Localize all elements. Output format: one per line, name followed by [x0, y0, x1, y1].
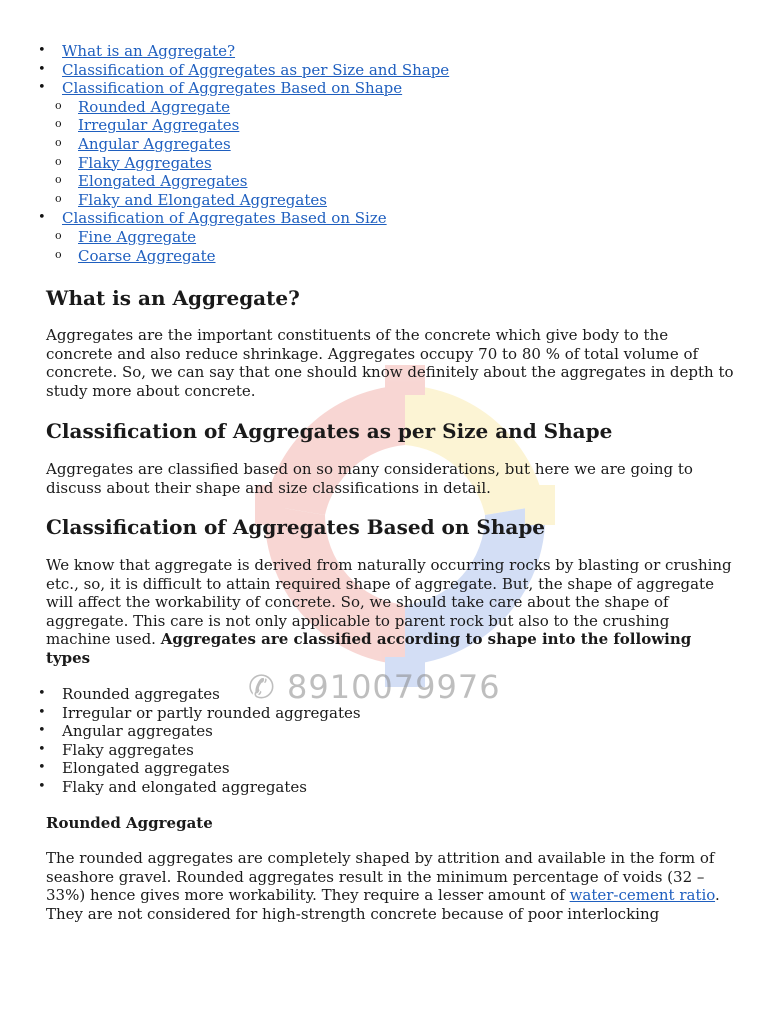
toc-link[interactable]: Flaky and Elongated Aggregates: [78, 190, 327, 209]
heading-classification-shape: Classification of Aggregates Based on Shape: [46, 515, 546, 539]
list-item: • Flaky and elongated aggregates: [0, 778, 768, 797]
paragraph-rounded-aggregate: [46, 849, 736, 923]
toc-link[interactable]: Rounded Aggregate: [78, 97, 231, 116]
toc-item: [0, 135, 768, 154]
toc-link[interactable]: Flaky Aggregates: [78, 153, 212, 172]
list-item: • Rounded aggregates: [0, 685, 768, 704]
toc-item: [0, 98, 768, 117]
toc-link[interactable]: Angular Aggregates: [78, 134, 231, 153]
shape-types-list: [0, 685, 768, 797]
heading-what-is-aggregate: What is an Aggregate?: [46, 286, 300, 310]
toc-item: [0, 154, 768, 173]
toc-item: [0, 42, 768, 61]
toc-item: [0, 79, 768, 98]
rounded-text-after: . They are not considered for high-strength concrete because of poor interlocking: [46, 886, 720, 923]
toc-item: [0, 116, 768, 135]
toc-item: [0, 209, 768, 228]
paragraph-what-is-aggregate: Aggregates are the important constituents of the concrete which give body to the concrete and also reduce shrinkage. Aggregates occupy 70 to 80 % of total volume of concrete. So, we can say that one should know definitely about the aggregates in depth to study more about concrete.: [46, 326, 734, 400]
toc-link[interactable]: Elongated Aggregates: [78, 172, 248, 191]
toc-link[interactable]: What is an Aggregate?: [62, 42, 236, 60]
rounded-text-before: The rounded aggregates are completely shaped by attrition and available in the form of seashore gravel. Rounded aggregates result in the minimum percentage of voids (32 – 33%) hence gives more workability. They require a lesser amount of: [46, 849, 715, 905]
toc-item: [0, 228, 768, 247]
toc-link[interactable]: Coarse Aggregate: [78, 246, 216, 265]
phone-icon: ✆: [248, 668, 276, 706]
toc-link[interactable]: Classification of Aggregates Based on Size: [62, 209, 387, 228]
toc-item: [0, 61, 768, 80]
table-of-contents: [0, 42, 768, 265]
shape-text: We know that aggregate is derived from naturally occurring rocks by blasting or crushing etc., so, it is difficult to attain required shape of aggregate. But, the shape of aggregate will affect the workability of concrete. So, we should take care about the shape of aggregate. This care is not only applicable to parent rock but also to the crushing machine used.: [46, 556, 732, 649]
shape-bold-text: Aggregates are classified according to shape into the following types: [46, 630, 692, 667]
watermark-phone-number: 8910079976: [286, 668, 501, 706]
water-cement-ratio-link[interactable]: water-cement ratio: [569, 886, 716, 905]
toc-item: [0, 247, 768, 266]
list-item: • Irregular or partly rounded aggregates: [0, 704, 768, 723]
list-item: • Flaky aggregates: [0, 741, 768, 760]
heading-classification-size-shape: Classification of Aggregates as per Size and Shape: [46, 419, 613, 443]
toc-item: [0, 172, 768, 191]
list-item: • Elongated aggregates: [0, 759, 768, 778]
toc-link[interactable]: Fine Aggregate: [78, 227, 197, 246]
toc-link[interactable]: Classification of Aggregates Based on Shape: [62, 79, 403, 98]
toc-link[interactable]: Irregular Aggregates: [78, 116, 240, 135]
paragraph-classification-size-shape: Aggregates are classified based on so many considerations, but here we are going to discuss about their shape and size classifications in detail.: [46, 460, 693, 497]
heading-rounded-aggregate: Rounded Aggregate: [46, 814, 213, 832]
toc-item: [0, 191, 768, 210]
list-item: • Angular aggregates: [0, 722, 768, 741]
toc-link[interactable]: Classification of Aggregates as per Size and Shape: [62, 60, 450, 79]
paragraph-classification-shape: [46, 556, 736, 668]
